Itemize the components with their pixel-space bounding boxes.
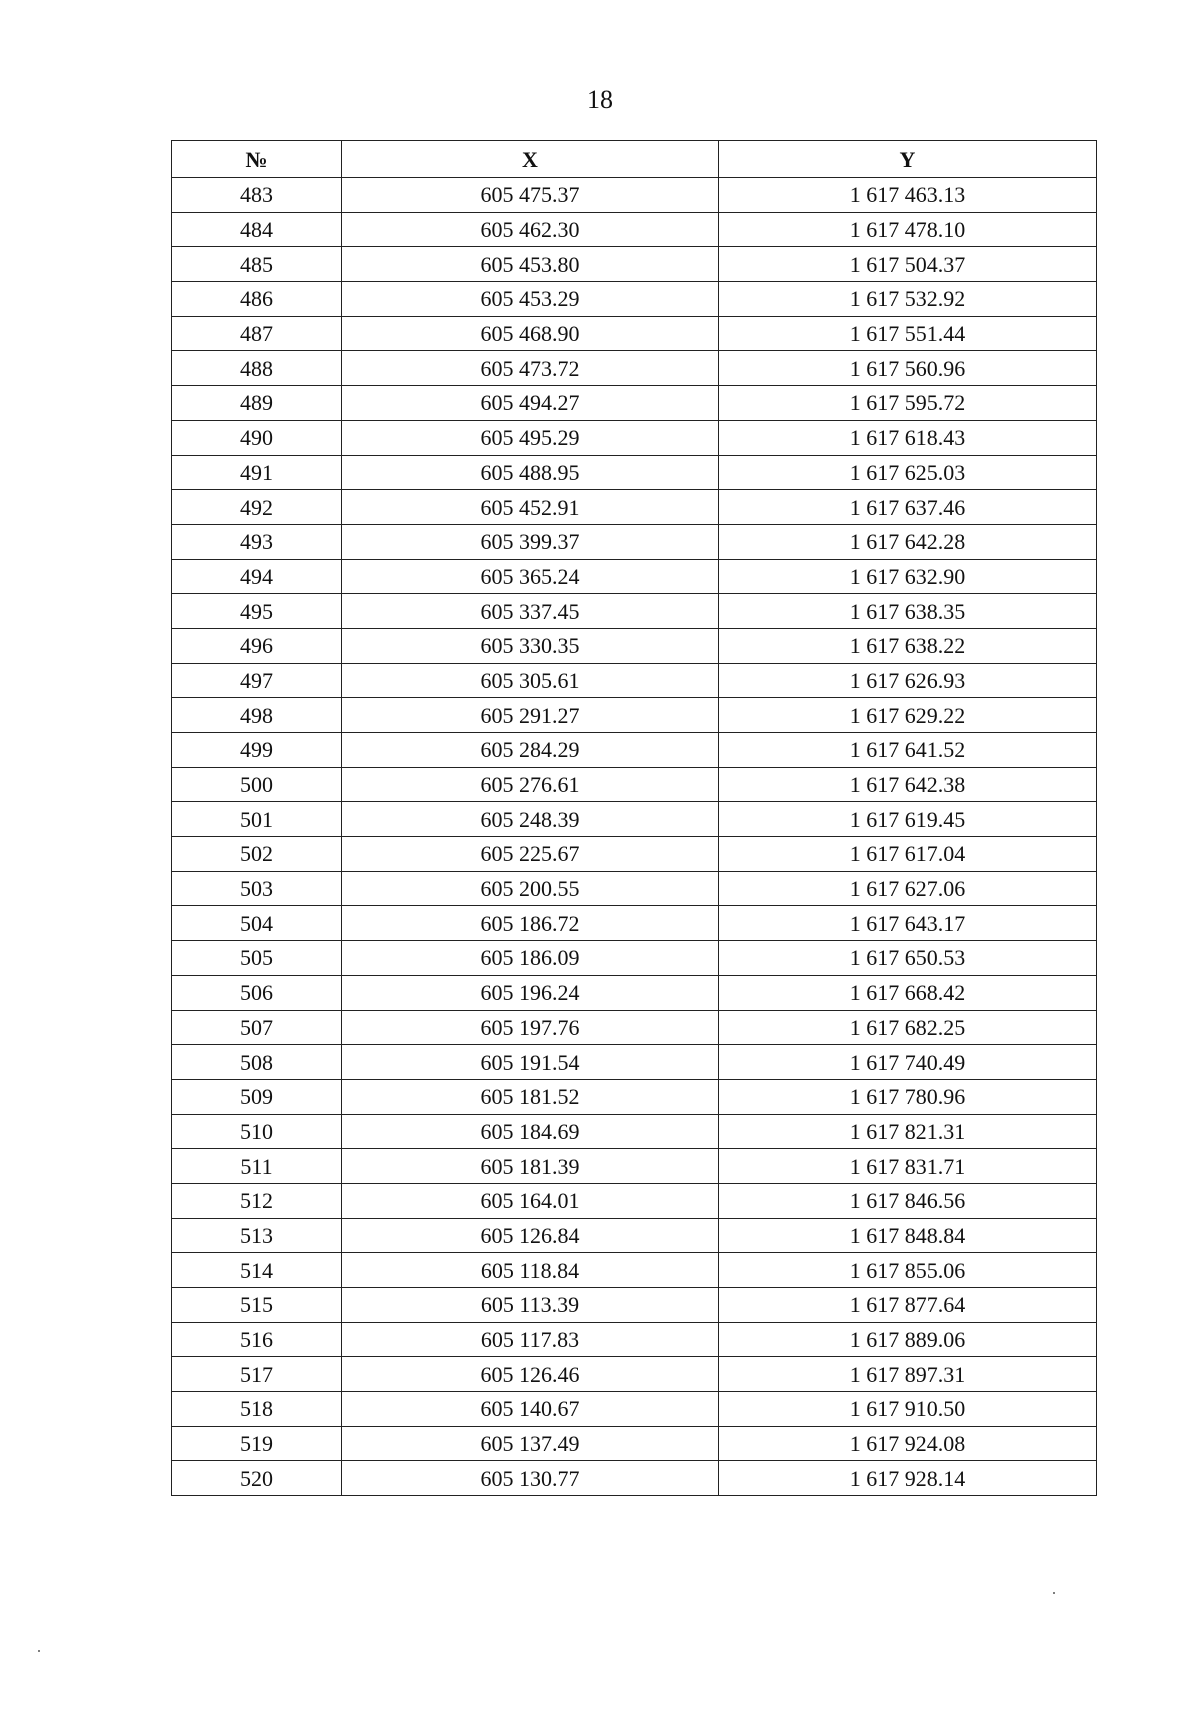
x-coordinate-cell: 605 462.30 (342, 212, 719, 247)
table-row (172, 1357, 1097, 1392)
table-row (172, 1183, 1097, 1218)
row-number-cell: 511 (172, 1149, 342, 1184)
x-coordinate-cell: 605 186.72 (342, 906, 719, 941)
table-row (172, 282, 1097, 317)
table-row (172, 767, 1097, 802)
row-number-cell: 504 (172, 906, 342, 941)
table-row (172, 247, 1097, 282)
table-row (172, 1149, 1097, 1184)
y-coordinate-cell: 1 617 855.06 (719, 1253, 1097, 1288)
table-row (172, 351, 1097, 386)
row-number-cell: 500 (172, 767, 342, 802)
y-coordinate-cell: 1 617 928.14 (719, 1461, 1097, 1496)
y-coordinate-cell: 1 617 897.31 (719, 1357, 1097, 1392)
row-number-cell: 518 (172, 1392, 342, 1427)
x-coordinate-cell: 605 184.69 (342, 1114, 719, 1149)
row-number-cell: 514 (172, 1253, 342, 1288)
row-number-cell: 515 (172, 1288, 342, 1323)
y-coordinate-cell: 1 617 650.53 (719, 941, 1097, 976)
x-coordinate-cell: 605 337.45 (342, 594, 719, 629)
x-coordinate-cell: 605 365.24 (342, 559, 719, 594)
x-coordinate-cell: 605 475.37 (342, 178, 719, 213)
row-number-cell: 495 (172, 594, 342, 629)
table-row (172, 594, 1097, 629)
table-row (172, 420, 1097, 455)
x-coordinate-cell: 605 494.27 (342, 386, 719, 421)
x-coordinate-cell: 605 473.72 (342, 351, 719, 386)
table-row (172, 802, 1097, 837)
x-coordinate-cell: 605 453.80 (342, 247, 719, 282)
x-coordinate-cell: 605 495.29 (342, 420, 719, 455)
x-coordinate-cell: 605 399.37 (342, 524, 719, 559)
y-coordinate-cell: 1 617 560.96 (719, 351, 1097, 386)
header-number: № (172, 141, 342, 178)
y-coordinate-cell: 1 617 627.06 (719, 871, 1097, 906)
x-coordinate-cell: 605 191.54 (342, 1045, 719, 1080)
x-coordinate-cell: 605 196.24 (342, 975, 719, 1010)
header-row (172, 141, 1097, 178)
y-coordinate-cell: 1 617 632.90 (719, 559, 1097, 594)
coordinates-table (171, 140, 1097, 1496)
x-coordinate-cell: 605 284.29 (342, 733, 719, 768)
y-coordinate-cell: 1 617 638.35 (719, 594, 1097, 629)
y-coordinate-cell: 1 617 617.04 (719, 837, 1097, 872)
row-number-cell: 484 (172, 212, 342, 247)
table-row (172, 1288, 1097, 1323)
row-number-cell: 487 (172, 316, 342, 351)
y-coordinate-cell: 1 617 780.96 (719, 1079, 1097, 1114)
x-coordinate-cell: 605 225.67 (342, 837, 719, 872)
x-coordinate-cell: 605 126.46 (342, 1357, 719, 1392)
row-number-cell: 516 (172, 1322, 342, 1357)
header-y: Y (719, 141, 1097, 178)
x-coordinate-cell: 605 488.95 (342, 455, 719, 490)
table-row (172, 1322, 1097, 1357)
y-coordinate-cell: 1 617 478.10 (719, 212, 1097, 247)
table-row (172, 733, 1097, 768)
y-coordinate-cell: 1 617 643.17 (719, 906, 1097, 941)
table-row (172, 1426, 1097, 1461)
x-coordinate-cell: 605 181.52 (342, 1079, 719, 1114)
scan-speck (38, 1650, 40, 1652)
table-row (172, 663, 1097, 698)
row-number-cell: 502 (172, 837, 342, 872)
x-coordinate-cell: 605 248.39 (342, 802, 719, 837)
table-row (172, 1253, 1097, 1288)
y-coordinate-cell: 1 617 551.44 (719, 316, 1097, 351)
x-coordinate-cell: 605 452.91 (342, 490, 719, 525)
x-coordinate-cell: 605 137.49 (342, 1426, 719, 1461)
y-coordinate-cell: 1 617 831.71 (719, 1149, 1097, 1184)
row-number-cell: 501 (172, 802, 342, 837)
table-row (172, 1079, 1097, 1114)
row-number-cell: 505 (172, 941, 342, 976)
row-number-cell: 509 (172, 1079, 342, 1114)
x-coordinate-cell: 605 181.39 (342, 1149, 719, 1184)
header-x: X (342, 141, 719, 178)
row-number-cell: 492 (172, 490, 342, 525)
x-coordinate-cell: 605 164.01 (342, 1183, 719, 1218)
x-coordinate-cell: 605 117.83 (342, 1322, 719, 1357)
row-number-cell: 496 (172, 628, 342, 663)
x-coordinate-cell: 605 186.09 (342, 941, 719, 976)
y-coordinate-cell: 1 617 889.06 (719, 1322, 1097, 1357)
y-coordinate-cell: 1 617 626.93 (719, 663, 1097, 698)
y-coordinate-cell: 1 617 642.38 (719, 767, 1097, 802)
table-row (172, 837, 1097, 872)
table-row (172, 1010, 1097, 1045)
y-coordinate-cell: 1 617 641.52 (719, 733, 1097, 768)
table-row (172, 455, 1097, 490)
row-number-cell: 488 (172, 351, 342, 386)
y-coordinate-cell: 1 617 682.25 (719, 1010, 1097, 1045)
table-row (172, 178, 1097, 213)
y-coordinate-cell: 1 617 619.45 (719, 802, 1097, 837)
x-coordinate-cell: 605 291.27 (342, 698, 719, 733)
page-number: 18 (587, 85, 613, 114)
table-row (172, 386, 1097, 421)
x-coordinate-cell: 605 118.84 (342, 1253, 719, 1288)
row-number-cell: 490 (172, 420, 342, 455)
y-coordinate-cell: 1 617 532.92 (719, 282, 1097, 317)
row-number-cell: 493 (172, 524, 342, 559)
row-number-cell: 507 (172, 1010, 342, 1045)
table-body (172, 178, 1097, 1496)
row-number-cell: 503 (172, 871, 342, 906)
table-row (172, 1045, 1097, 1080)
y-coordinate-cell: 1 617 848.84 (719, 1218, 1097, 1253)
row-number-cell: 494 (172, 559, 342, 594)
x-coordinate-cell: 605 468.90 (342, 316, 719, 351)
y-coordinate-cell: 1 617 821.31 (719, 1114, 1097, 1149)
y-coordinate-cell: 1 617 463.13 (719, 178, 1097, 213)
table-row (172, 559, 1097, 594)
table-row (172, 490, 1097, 525)
table-row (172, 698, 1097, 733)
table-row (172, 212, 1097, 247)
table-row (172, 524, 1097, 559)
row-number-cell: 506 (172, 975, 342, 1010)
scan-speck (1053, 1592, 1055, 1594)
y-coordinate-cell: 1 617 595.72 (719, 386, 1097, 421)
table-row (172, 1392, 1097, 1427)
table-row (172, 1461, 1097, 1496)
row-number-cell: 520 (172, 1461, 342, 1496)
y-coordinate-cell: 1 617 877.64 (719, 1288, 1097, 1323)
y-coordinate-cell: 1 617 846.56 (719, 1183, 1097, 1218)
x-coordinate-cell: 605 113.39 (342, 1288, 719, 1323)
row-number-cell: 508 (172, 1045, 342, 1080)
x-coordinate-cell: 605 305.61 (342, 663, 719, 698)
table-header (172, 141, 1097, 178)
y-coordinate-cell: 1 617 504.37 (719, 247, 1097, 282)
table-row (172, 871, 1097, 906)
table-row (172, 975, 1097, 1010)
table-row (172, 941, 1097, 976)
row-number-cell: 519 (172, 1426, 342, 1461)
table-row (172, 1114, 1097, 1149)
table-row (172, 628, 1097, 663)
x-coordinate-cell: 605 276.61 (342, 767, 719, 802)
x-coordinate-cell: 605 140.67 (342, 1392, 719, 1427)
x-coordinate-cell: 605 330.35 (342, 628, 719, 663)
row-number-cell: 486 (172, 282, 342, 317)
row-number-cell: 498 (172, 698, 342, 733)
row-number-cell: 499 (172, 733, 342, 768)
y-coordinate-cell: 1 617 618.43 (719, 420, 1097, 455)
x-coordinate-cell: 605 126.84 (342, 1218, 719, 1253)
row-number-cell: 491 (172, 455, 342, 490)
y-coordinate-cell: 1 617 910.50 (719, 1392, 1097, 1427)
y-coordinate-cell: 1 617 924.08 (719, 1426, 1097, 1461)
x-coordinate-cell: 605 200.55 (342, 871, 719, 906)
y-coordinate-cell: 1 617 638.22 (719, 628, 1097, 663)
table-row (172, 906, 1097, 941)
y-coordinate-cell: 1 617 740.49 (719, 1045, 1097, 1080)
row-number-cell: 489 (172, 386, 342, 421)
table-row (172, 1218, 1097, 1253)
table-row (172, 316, 1097, 351)
y-coordinate-cell: 1 617 625.03 (719, 455, 1097, 490)
row-number-cell: 517 (172, 1357, 342, 1392)
row-number-cell: 485 (172, 247, 342, 282)
y-coordinate-cell: 1 617 668.42 (719, 975, 1097, 1010)
y-coordinate-cell: 1 617 629.22 (719, 698, 1097, 733)
row-number-cell: 497 (172, 663, 342, 698)
x-coordinate-cell: 605 130.77 (342, 1461, 719, 1496)
y-coordinate-cell: 1 617 642.28 (719, 524, 1097, 559)
row-number-cell: 510 (172, 1114, 342, 1149)
row-number-cell: 483 (172, 178, 342, 213)
y-coordinate-cell: 1 617 637.46 (719, 490, 1097, 525)
row-number-cell: 513 (172, 1218, 342, 1253)
x-coordinate-cell: 605 453.29 (342, 282, 719, 317)
row-number-cell: 512 (172, 1183, 342, 1218)
x-coordinate-cell: 605 197.76 (342, 1010, 719, 1045)
